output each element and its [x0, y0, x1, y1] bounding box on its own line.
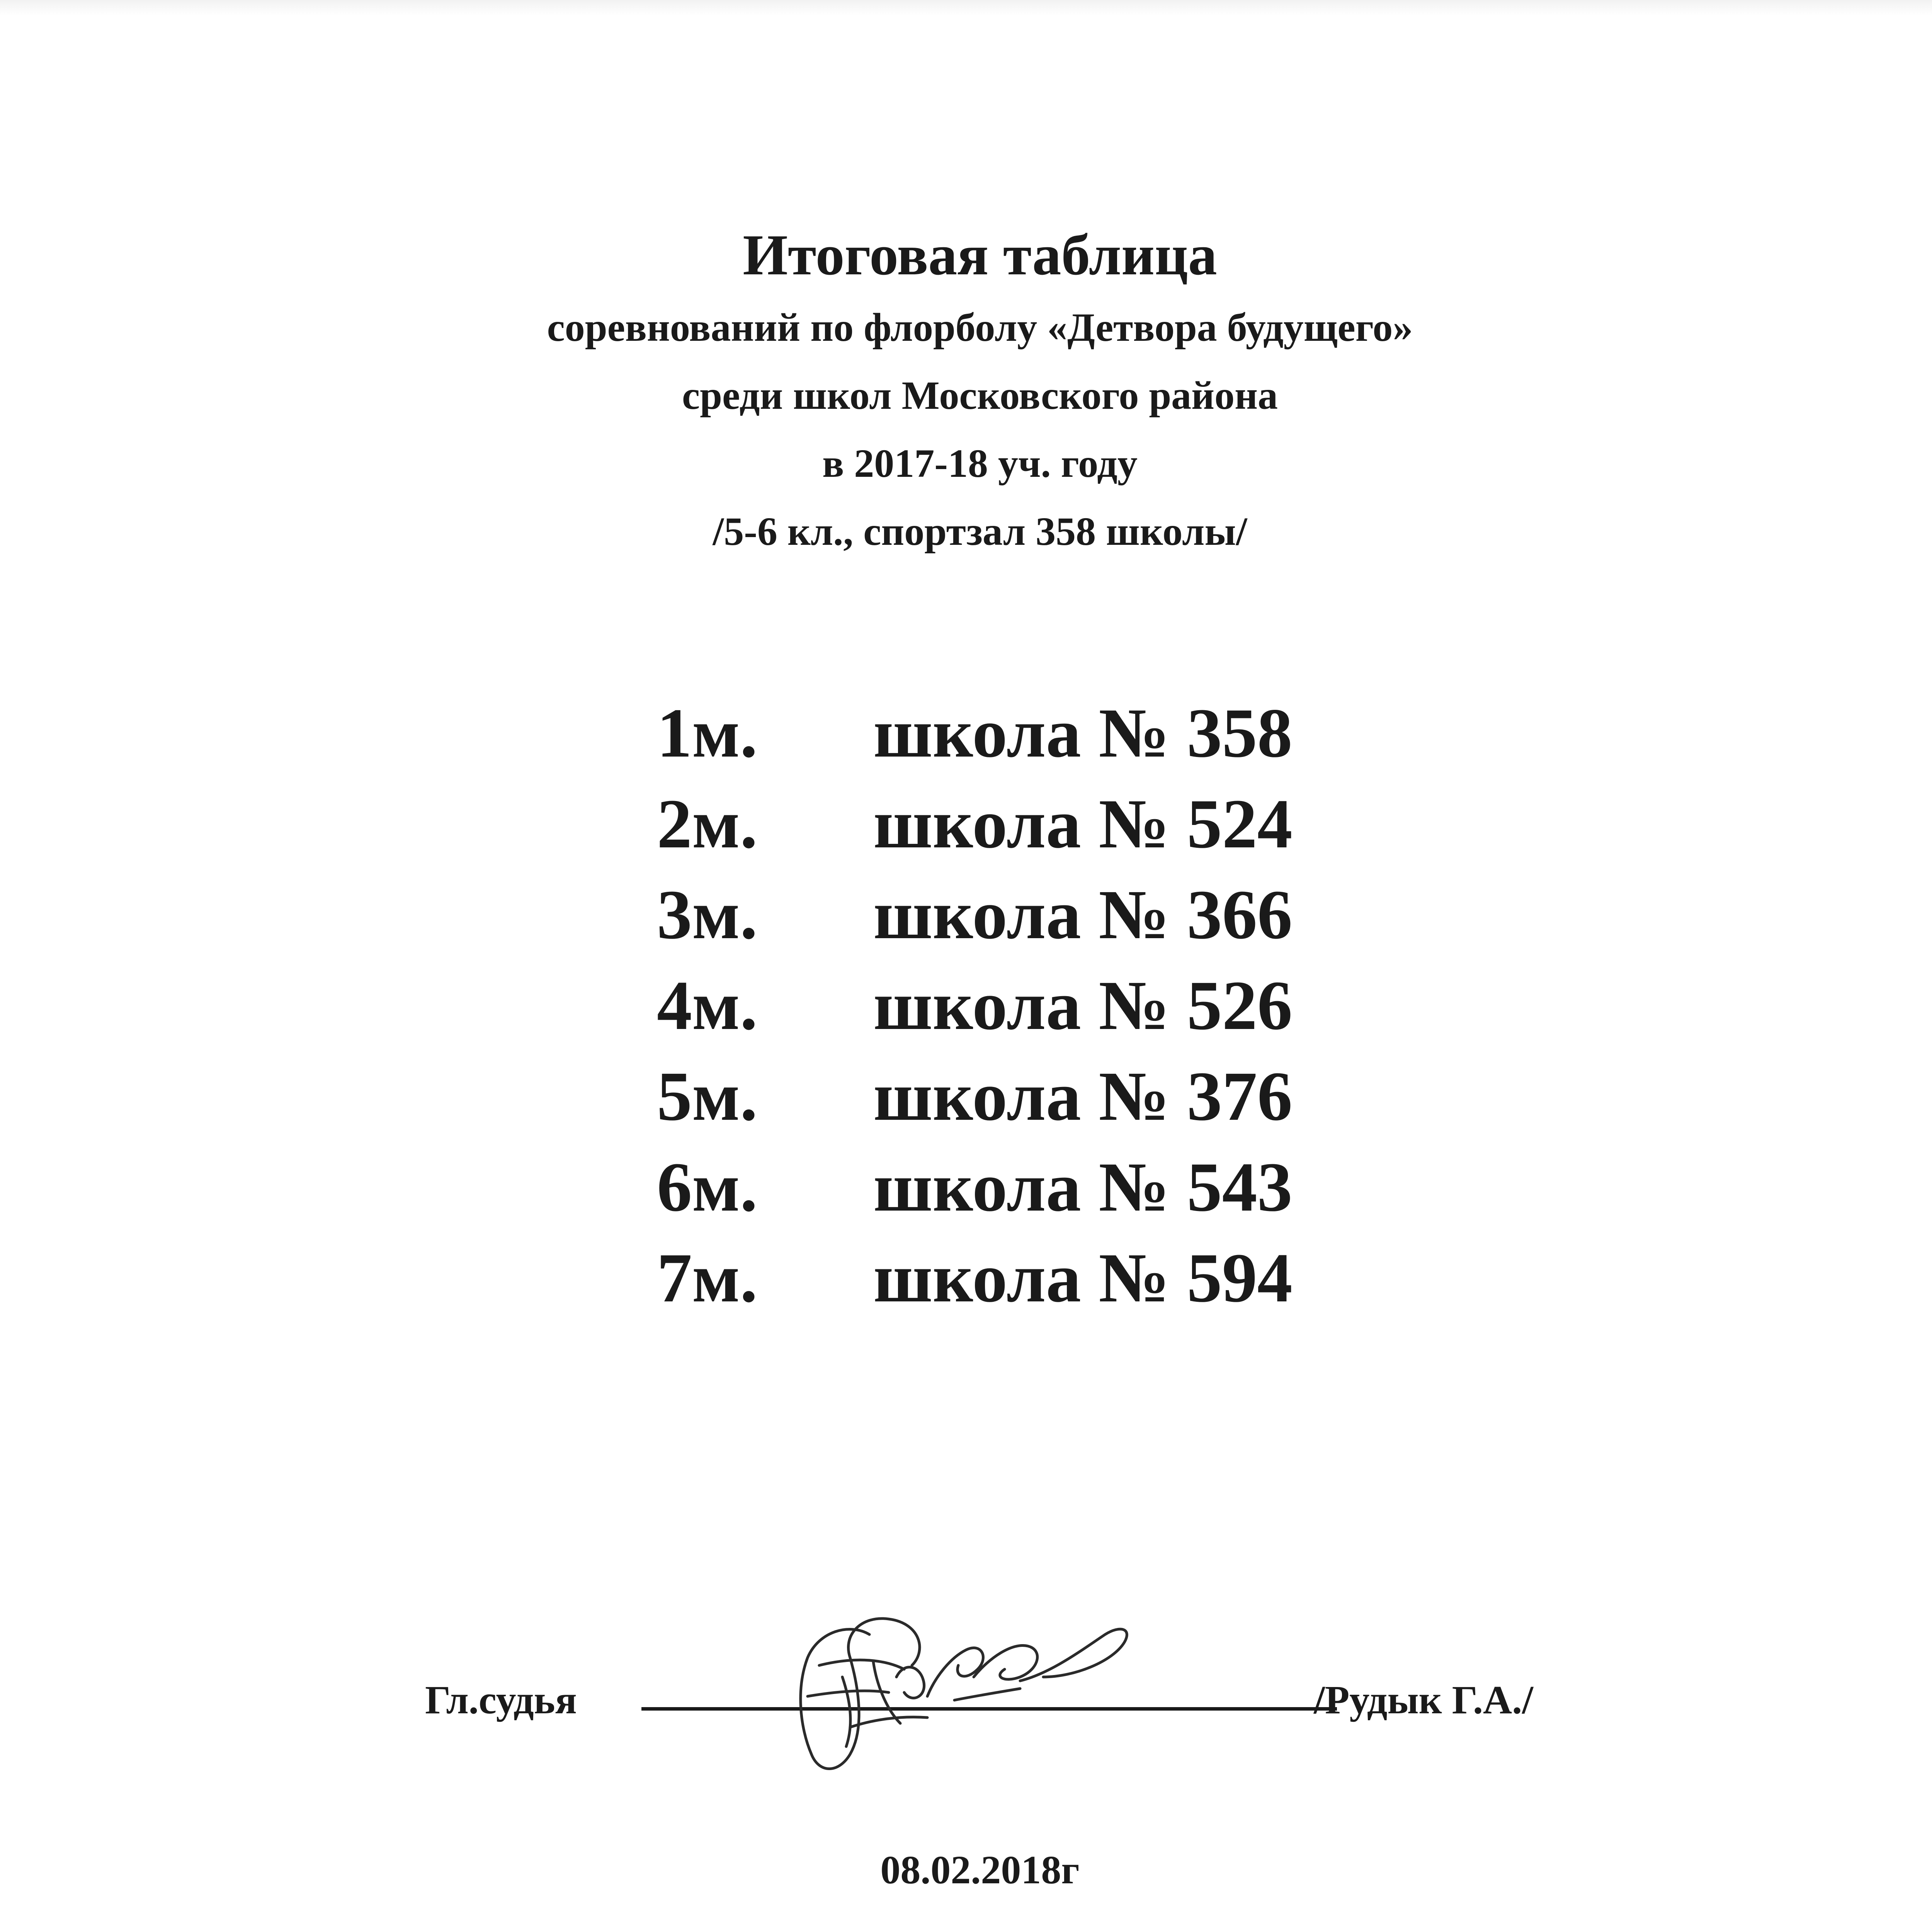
handwritten-signature — [773, 1600, 1159, 1781]
ranking-place: 5м. — [657, 1058, 758, 1135]
judge-name: /Рудык Г.А./ — [1314, 1678, 1534, 1722]
subtitle-line: среди школ Московского района — [682, 373, 1278, 418]
ranking-place: 6м. — [657, 1148, 758, 1226]
ranking-place: 1м. — [657, 694, 758, 772]
ranking-school: школа № 376 — [873, 1058, 1293, 1135]
subtitle-line: соревнований по флорболу «Детвора будущего» — [547, 305, 1413, 350]
ranking-school: школа № 366 — [873, 876, 1293, 954]
ranking-row — [657, 779, 1352, 869]
ranking-school: школа № 526 — [873, 967, 1293, 1044]
subtitle-line: /5-6 кл., спортзал 358 школы/ — [713, 509, 1247, 554]
rankings-list — [657, 688, 1352, 1323]
document-header — [0, 216, 1932, 566]
ranking-school: школа № 524 — [873, 785, 1293, 863]
ranking-row — [657, 1233, 1352, 1323]
subtitle-line: в 2017-18 уч. году — [822, 441, 1138, 486]
scan-edge — [0, 0, 1932, 15]
ranking-place: 4м. — [657, 967, 758, 1044]
ranking-row — [657, 1051, 1352, 1142]
document-title: Итоговая таблица — [743, 223, 1217, 287]
ranking-row — [657, 688, 1352, 779]
ranking-place: 7м. — [657, 1239, 758, 1317]
document-date: 08.02.2018г — [880, 1848, 1080, 1892]
ranking-row — [657, 960, 1352, 1051]
ranking-school: школа № 543 — [873, 1148, 1293, 1226]
ranking-place: 2м. — [657, 785, 758, 863]
ranking-place: 3м. — [657, 876, 758, 954]
ranking-school: школа № 594 — [873, 1239, 1293, 1317]
judge-label: Гл.судья — [425, 1678, 577, 1722]
ranking-school: школа № 358 — [873, 694, 1293, 772]
ranking-row — [657, 1142, 1352, 1233]
ranking-row — [657, 869, 1352, 960]
